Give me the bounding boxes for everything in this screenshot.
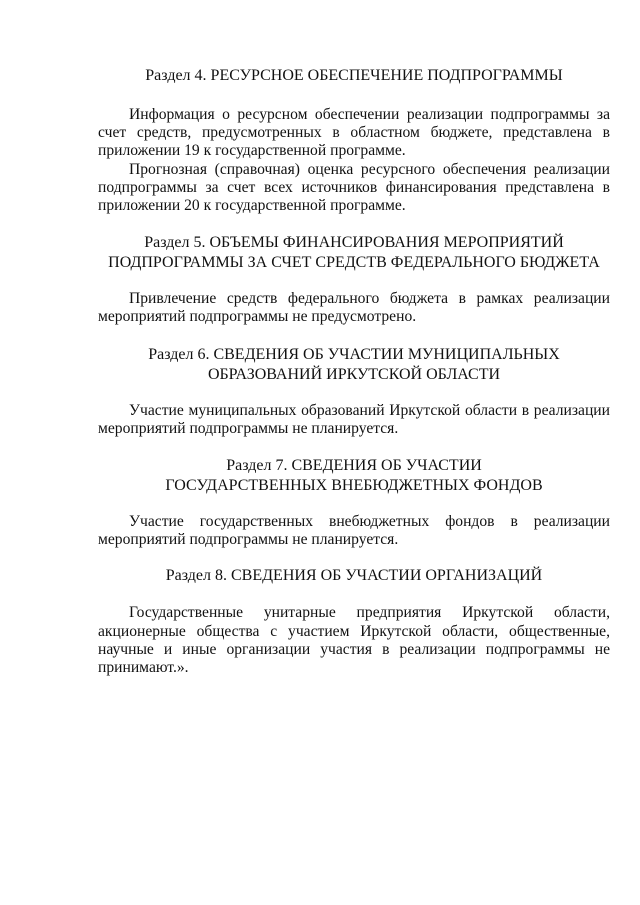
section-5-heading-line-1: Раздел 5. ОБЪЕМЫ ФИНАНСИРОВАНИЯ МЕРОПРИЯТИЙ bbox=[144, 234, 564, 252]
section-5-heading-line-2: ПОДПРОГРАММЫ ЗА СЧЕТ СРЕДСТВ ФЕДЕРАЛЬНОГО БЮДЖЕТА bbox=[108, 254, 600, 272]
section-7-paragraph: Участие государственных внебюджетных фондов в реализации мероприятий подпрограммы не планируется. bbox=[98, 513, 610, 549]
section-8-paragraph: Государственные унитарные предприятия Иркутской области, акционерные общества с участием Иркутской области, общественные, научные и иные организации участия в реализации подпрограммы не принимают.». bbox=[98, 604, 610, 677]
section-6-paragraph: Участие муниципальных образований Иркутской области в реализации мероприятий подпрограммы не планируется. bbox=[98, 401, 610, 437]
section-4-paragraph-1: Информация о ресурсном обеспечении реализации подпрограммы за счет средств, предусмотренных в областном бюджете, представлена в приложении 19 к государственной программе. bbox=[98, 106, 610, 160]
section-7-heading-line-1: Раздел 7. СВЕДЕНИЯ ОБ УЧАСТИИ bbox=[226, 457, 482, 475]
document-content bbox=[98, 66, 610, 677]
section-5-paragraph: Привлечение средств федерального бюджета в рамках реализации мероприятий подпрограммы не предусмотрено. bbox=[98, 290, 610, 326]
section-5-heading bbox=[98, 233, 610, 273]
section-6-heading-line-2: ОБРАЗОВАНИЙ ИРКУТСКОЙ ОБЛАСТИ bbox=[207, 365, 501, 383]
section-8-heading: Раздел 8. СВЕДЕНИЯ ОБ УЧАСТИИ ОРГАНИЗАЦИЙ bbox=[165, 567, 543, 585]
section-7-heading-line-2: ГОСУДАРСТВЕННЫХ ВНЕБЮДЖЕТНЫХ ФОНДОВ bbox=[165, 477, 543, 495]
section-4-heading: Раздел 4. РЕСУРСНОЕ ОБЕСПЕЧЕНИЕ ПОДПРОГРАММЫ bbox=[145, 67, 563, 84]
section-4-paragraph-2: Прогнозная (справочная) оценка ресурсного обеспечения реализации подпрограммы за счет всех источников финансирования представлена в приложении 20 к государственной программе. bbox=[98, 160, 610, 215]
section-6-heading bbox=[98, 345, 610, 385]
section-6-heading-line-1: Раздел 6. СВЕДЕНИЯ ОБ УЧАСТИИ МУНИЦИПАЛЬНЫХ bbox=[148, 345, 560, 363]
section-7-heading bbox=[98, 456, 610, 496]
